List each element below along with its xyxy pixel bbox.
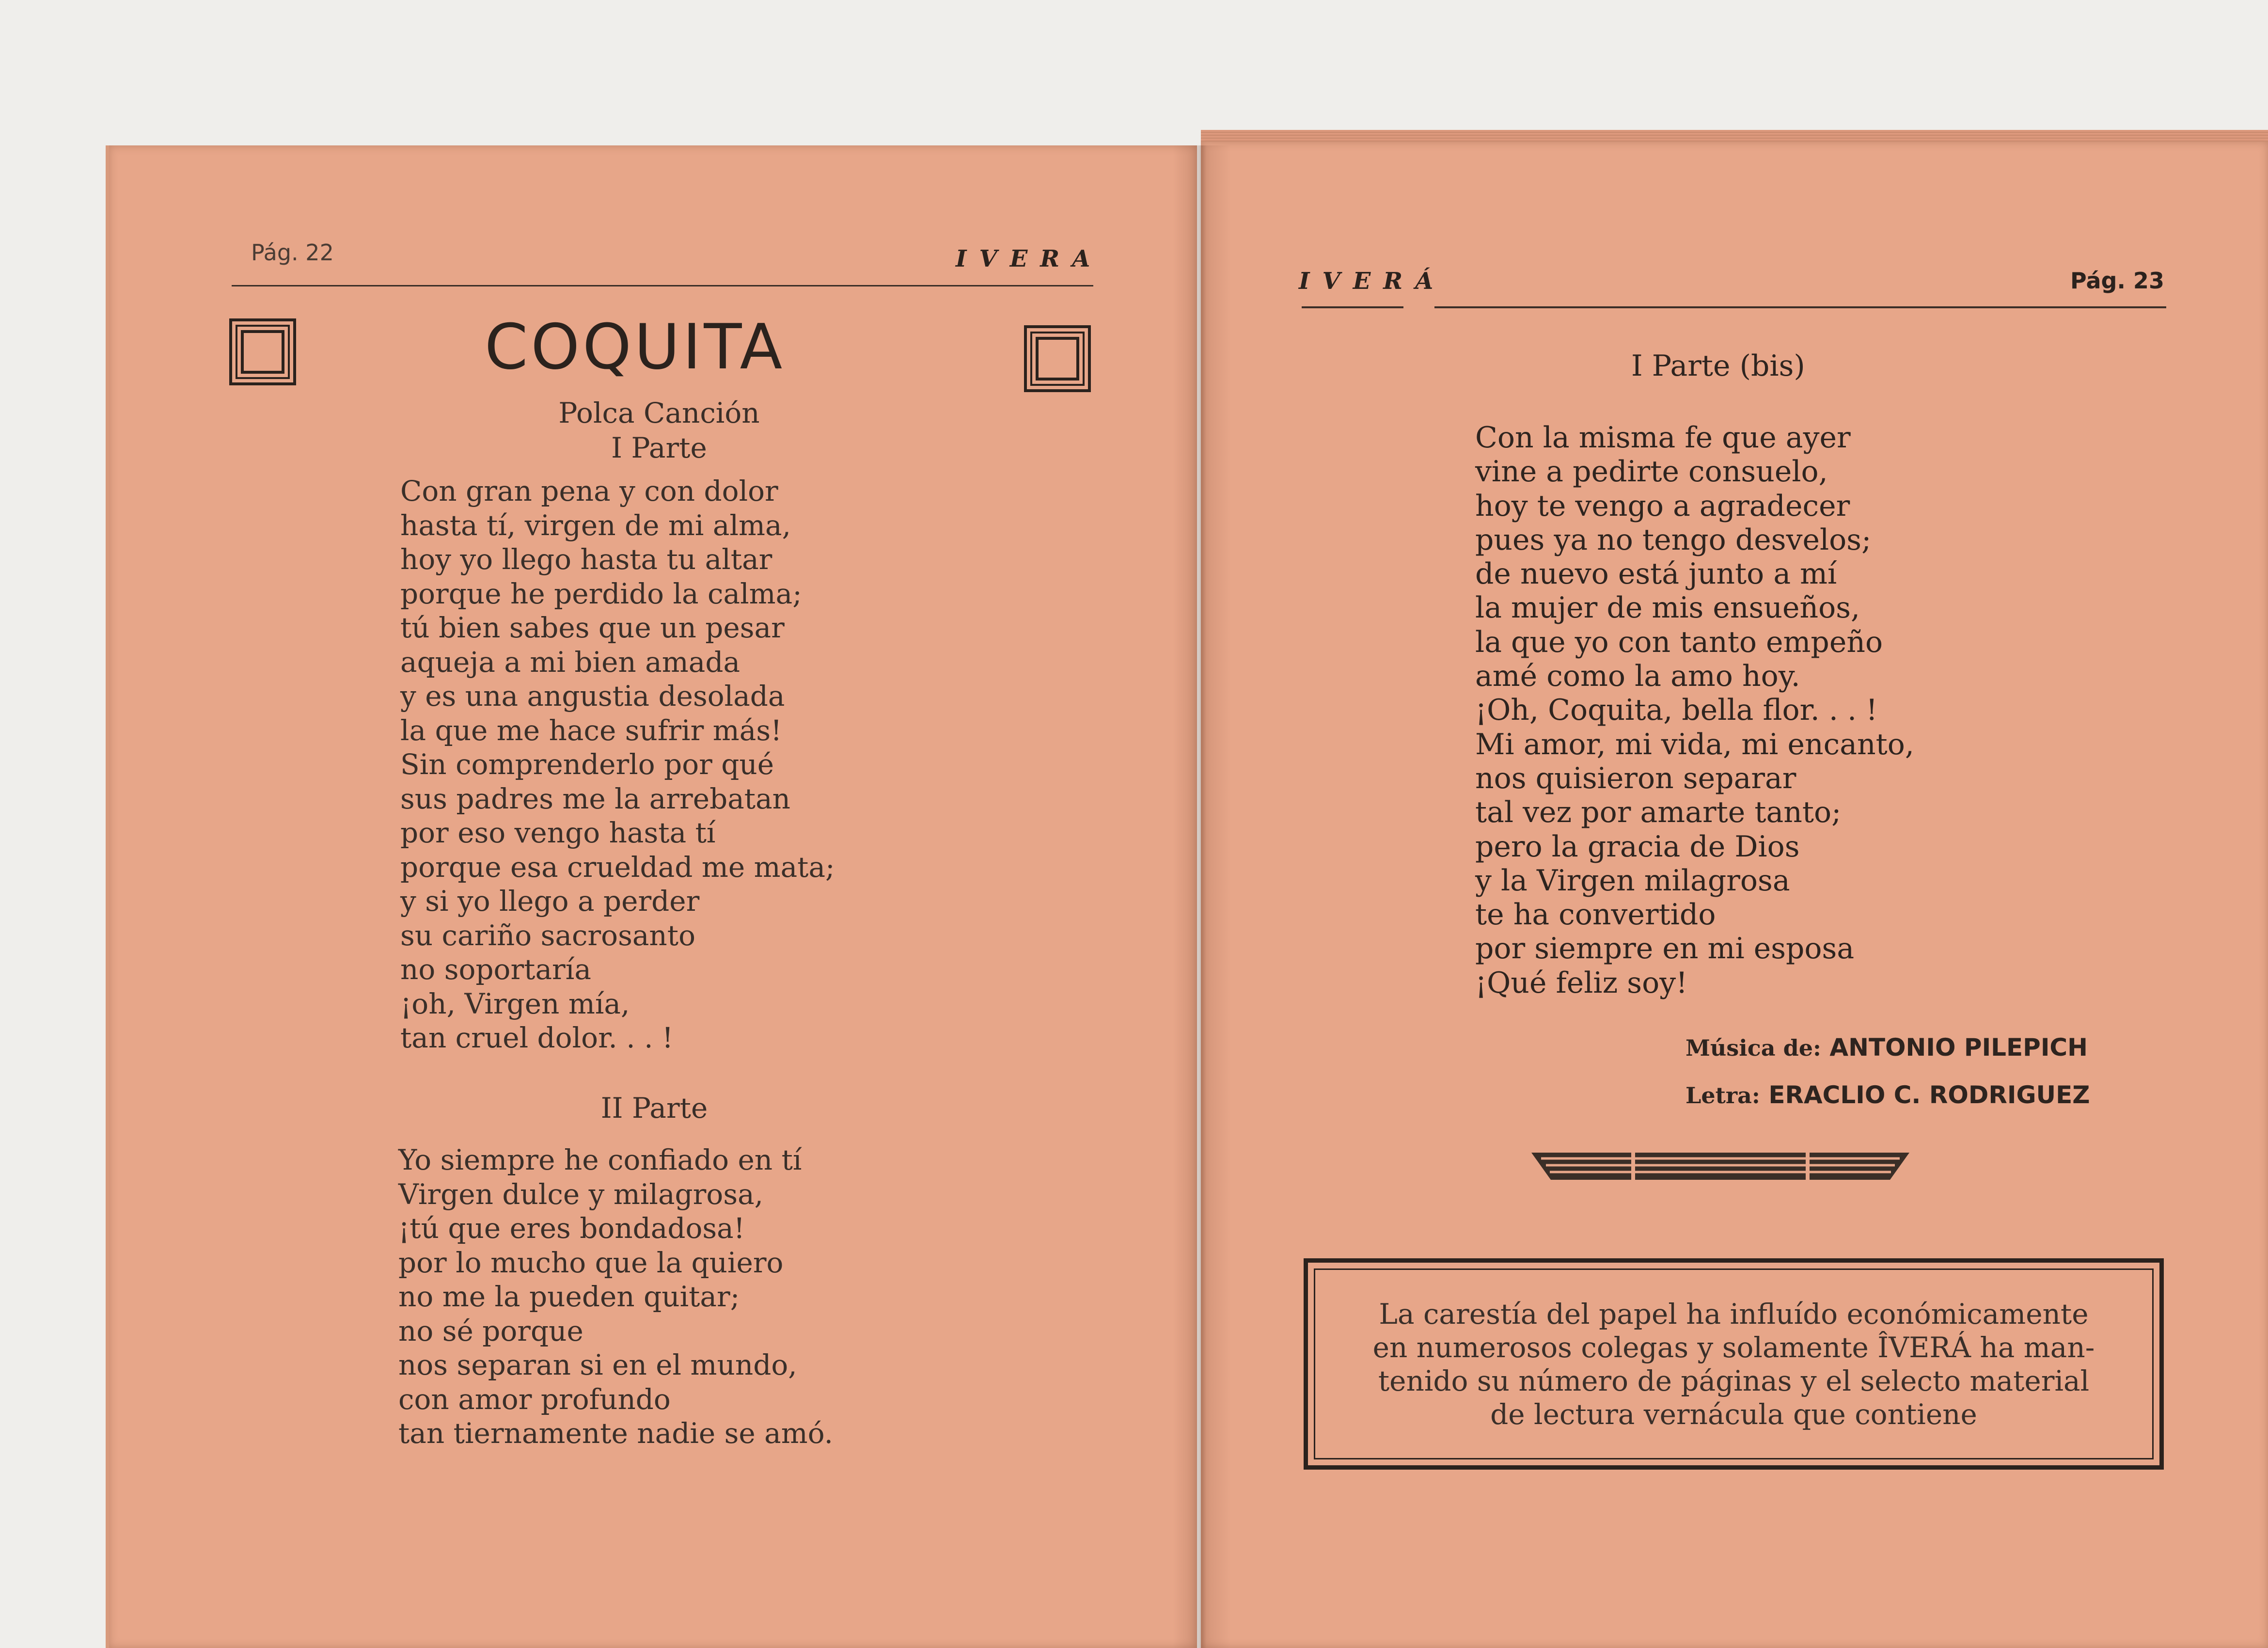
verse-line: de nuevo está junto a mí — [1475, 557, 1837, 591]
verse-line: porque esa crueldad me mata; — [400, 850, 835, 884]
notice-line: de lectura vernácula que contiene — [1490, 1398, 1977, 1431]
music-label: Música de: — [1685, 1035, 1821, 1061]
right-header-rule-long — [1434, 306, 2166, 308]
verse-line: Yo siempre he confiado en tí — [398, 1143, 802, 1176]
verse-line: la mujer de mis ensueños, — [1475, 591, 1860, 625]
verse-line: no sé porque — [398, 1314, 583, 1347]
verse-line: su cariño sacrosanto — [400, 919, 695, 952]
verse-line: por eso vengo hasta tí — [400, 816, 716, 849]
notice-text — [1337, 1298, 2130, 1431]
lyrics-author: ERACLIO C. RODRIGUEZ — [1768, 1081, 2090, 1109]
verse-line: pues ya no tengo desvelos; — [1475, 523, 1872, 557]
ornament-frame-left-icon — [229, 318, 297, 386]
verse-line: Con la misma fe que ayer — [1475, 421, 1851, 455]
song-title: COQUITA — [485, 311, 786, 383]
verse-line: ¡oh, Virgen mía, — [400, 987, 630, 1020]
verse-line: hoy te vengo a agradecer — [1475, 489, 1850, 523]
part1-verse — [400, 474, 835, 1055]
verse-line: nos quisieron separar — [1475, 761, 1796, 795]
song-subtitle: Polca Canción — [558, 396, 760, 429]
verse-line: Sin comprenderlo por qué — [400, 748, 774, 781]
verse-line: Virgen dulce y milagrosa, — [398, 1177, 764, 1211]
verse-line: por lo mucho que la quiero — [398, 1246, 784, 1279]
verse-line: y si yo llego a perder — [400, 885, 700, 918]
decorative-divider-icon — [1531, 1148, 1909, 1185]
left-magazine-header: IVERA — [956, 245, 1103, 272]
verse-line: no me la pueden quitar; — [398, 1280, 740, 1313]
verse-line: pero la gracia de Dios — [1475, 829, 1800, 864]
notice-line: La carestía del papel ha influído económicamente — [1379, 1298, 2089, 1331]
notice-line: en numerosos colegas y solamente ÎVERÁ ha man- — [1372, 1331, 2095, 1364]
music-credit — [1685, 1033, 2088, 1062]
verse-line: tú bien sabes que un pesar — [400, 611, 785, 644]
part1-heading: I Parte — [611, 431, 707, 464]
verse-line: sus padres me la arrebatan — [400, 782, 791, 815]
verse-line: con amor profundo — [398, 1382, 671, 1416]
verse-line: Mi amor, mi vida, mi encanto, — [1475, 727, 1914, 761]
verse-line: Con gran pena y con dolor — [400, 475, 778, 507]
verse-line: porque he perdido la calma; — [400, 577, 802, 610]
verse-line: nos separan si en el mundo, — [398, 1348, 797, 1381]
right-header-rule-short — [1302, 306, 1403, 308]
verse-line: por siempre en mi esposa — [1475, 932, 1855, 966]
bis-verse — [1475, 421, 1914, 1000]
verse-line: tan tiernamente nadie se amó. — [398, 1417, 834, 1450]
verse-line: la que me hace sufrir más! — [400, 713, 782, 747]
verse-line: hoy yo llego hasta tu altar — [400, 543, 772, 576]
spine-fold — [1173, 145, 1231, 1648]
verse-line: ¡Oh, Coquita, bella flor. . . ! — [1475, 693, 1878, 728]
verse-line: hasta tí, virgen de mi alma, — [400, 508, 791, 542]
part2-verse — [398, 1143, 833, 1451]
right-page-number: Pág. 23 — [2070, 268, 2164, 294]
right-magazine-header: IVERÁ — [1299, 268, 1446, 295]
verse-line: te ha convertido — [1475, 898, 1716, 932]
verse-line: tal vez por amarte tanto; — [1475, 795, 1842, 830]
left-header-rule — [232, 285, 1093, 286]
verse-line: aqueja a mi bien amada — [400, 645, 740, 679]
verse-line: ¡Qué feliz soy! — [1475, 966, 1688, 1000]
notice-box — [1304, 1258, 2164, 1470]
left-page-number: Pág. 22 — [251, 239, 334, 266]
ornament-frame-right-icon — [1024, 325, 1091, 393]
verse-line: vine a pedirte consuelo, — [1475, 455, 1828, 489]
part2-heading: II Parte — [600, 1092, 708, 1125]
verse-line: tan cruel dolor. . . ! — [400, 1021, 674, 1054]
verse-line: amé como la amo hoy. — [1475, 659, 1800, 694]
lyrics-credit — [1685, 1081, 2090, 1109]
verse-line: y la Virgen milagrosa — [1475, 863, 1790, 898]
music-author: ANTONIO PILEPICH — [1829, 1033, 2088, 1062]
lyrics-label: Letra: — [1685, 1082, 1760, 1109]
notice-line: tenido su número de páginas y el selecto material — [1378, 1364, 2090, 1397]
verse-line: ¡tú que eres bondadosa! — [398, 1212, 745, 1245]
bis-heading: I Parte (bis) — [1631, 349, 1805, 383]
verse-line: la que yo con tanto empeño — [1475, 625, 1883, 659]
verse-line: y es una angustia desolada — [400, 680, 785, 713]
verse-line: no soportaría — [400, 953, 591, 986]
